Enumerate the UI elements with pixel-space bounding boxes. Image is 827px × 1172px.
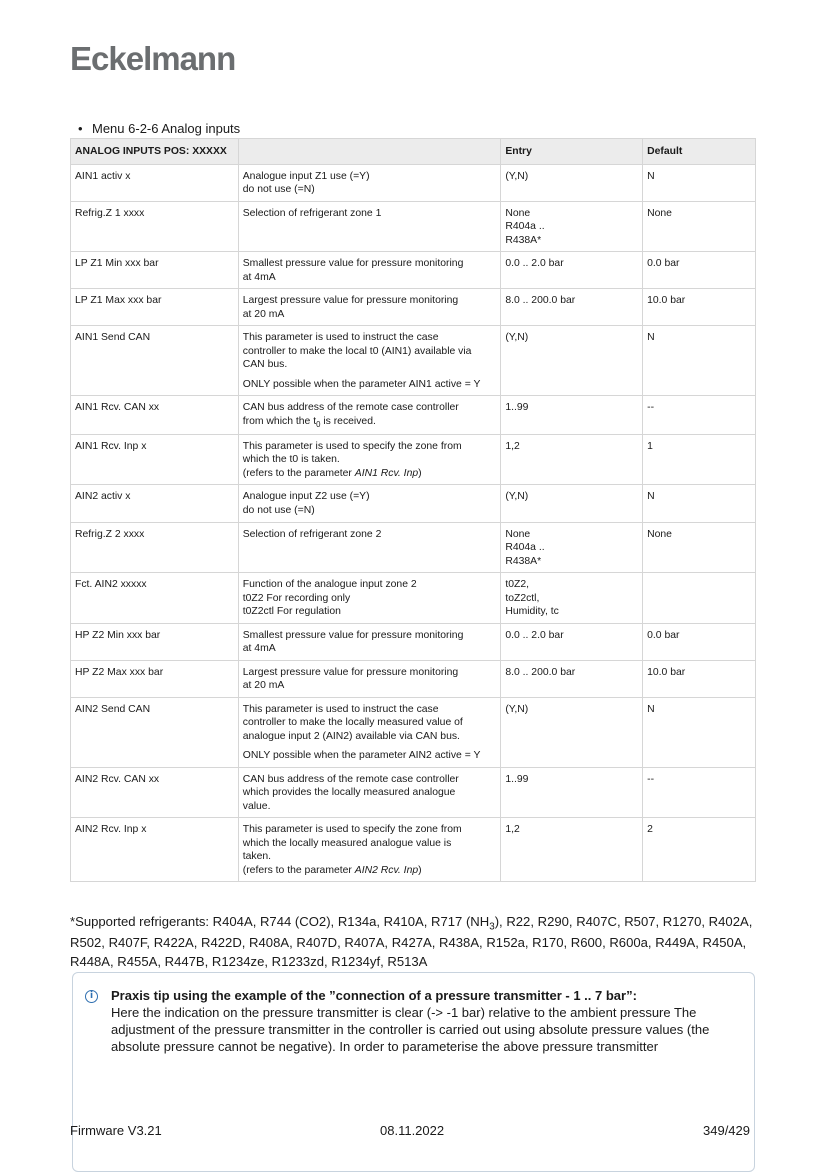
description-cell <box>238 396 501 435</box>
entry-line: 1..99 <box>505 402 529 414</box>
table-row <box>71 485 756 522</box>
default-cell: 10.0 bar <box>643 660 756 697</box>
entry-line: 1..99 <box>505 773 529 785</box>
analog-inputs-table <box>70 138 756 882</box>
supported-refrigerants-note <box>70 913 760 971</box>
entry-line: R404a .. <box>505 221 545 233</box>
entry-line: 8.0 .. 200.0 bar <box>505 295 576 307</box>
entry-line: 1,2 <box>505 440 520 452</box>
description-line: This parameter is used to specify the zone from <box>242 440 462 452</box>
description-cell <box>238 164 501 201</box>
description-cell <box>238 434 501 485</box>
entry-cell <box>501 522 643 573</box>
description-line: analogue input 2 (AIN2) available via CAN bus. <box>242 730 460 742</box>
entry-line: 0.0 .. 2.0 bar <box>505 258 564 270</box>
param-name-cell: AIN2 Rcv. Inp x <box>71 818 239 882</box>
header-description <box>238 139 501 165</box>
entry-cell <box>501 697 643 767</box>
description-line: at 20 mA <box>242 308 285 320</box>
entry-line: R438A* <box>505 555 542 567</box>
default-cell: None <box>643 201 756 252</box>
description-cell <box>238 326 501 396</box>
param-name-cell: Refrig.Z 2 xxxx <box>71 522 239 573</box>
description-cell <box>238 818 501 882</box>
description-line: Largest pressure value for pressure monitoring <box>242 666 459 678</box>
entry-cell <box>501 326 643 396</box>
table-row <box>71 396 756 435</box>
entry-line: Humidity, tc <box>505 606 559 618</box>
description-line: controller to make the local t0 (AIN1) available via <box>242 345 472 357</box>
entry-cell <box>501 396 643 435</box>
default-cell: 0.0 bar <box>643 623 756 660</box>
description-cell <box>238 201 501 252</box>
menu-title: Menu 6-2-6 Analog inputs <box>92 121 241 136</box>
entry-cell <box>501 573 643 624</box>
param-name-cell: HP Z2 Min xxx bar <box>71 623 239 660</box>
table-row <box>71 252 756 289</box>
param-name-cell: Fct. AIN2 xxxxx <box>71 573 239 624</box>
footer-firmware: Firmware V3.21 <box>70 1123 162 1138</box>
bullet-icon: • <box>78 121 83 136</box>
description-line: Smallest pressure value for pressure monitoring <box>242 629 464 641</box>
default-cell: N <box>643 326 756 396</box>
description-line: This parameter is used to specify the zone from <box>242 824 462 836</box>
param-name-cell: Refrig.Z 1 xxxx <box>71 201 239 252</box>
table-row <box>71 660 756 697</box>
default-cell: 0.0 bar <box>643 252 756 289</box>
description-line: controller to make the locally measured value of <box>242 717 463 729</box>
table-row <box>71 201 756 252</box>
description-line: Analogue input Z1 use (=Y) <box>242 170 370 182</box>
description-cell <box>238 289 501 326</box>
entry-line: t0Z2, <box>505 579 529 591</box>
entry-cell <box>501 767 643 818</box>
default-cell: -- <box>643 396 756 435</box>
entry-line: 0.0 .. 2.0 bar <box>505 629 564 641</box>
footer-date: 08.11.2022 <box>380 1123 445 1138</box>
param-name-cell: AIN2 Rcv. CAN xx <box>71 767 239 818</box>
description-line: Analogue input Z2 use (=Y) <box>242 491 370 503</box>
default-cell: N <box>643 485 756 522</box>
param-name-cell: AIN2 activ x <box>71 485 239 522</box>
description-line: CAN bus address of the remote case controller <box>242 773 459 785</box>
entry-line: toZ2ctl, <box>505 592 540 604</box>
tip-body: Here the indication on the pressure transmitter is clear (-> -1 bar) relative to the ambient pressure The adjustment of the pressure transmitter in the controller is carried out using absolute pressure values (the absolute pressure cannot be negative). In order to parameterise the above pressure transmitter <box>111 1005 710 1055</box>
entry-line: (Y,N) <box>505 170 529 182</box>
default-cell: N <box>643 697 756 767</box>
praxis-tip-box <box>72 972 755 1172</box>
description-cell <box>238 573 501 624</box>
description-line: which the locally measured analogue value is <box>242 837 452 849</box>
entry-cell <box>501 660 643 697</box>
footnote-text: *Supported refrigerants: R404A, R744 (CO2), R134a, R410A, R717 $(NH_3)$, R22, R290, R407C, R507, R1270, R402A, R502, R407F, R422A, R422D, R408A, R407D, R407A, R427A, R438A, R152a, R170, R600, R600a, R449A, R450A, R448A, R455A, R447B, R1234ze, R1233zd, R1234yf, R513A <box>70 914 753 969</box>
entry-line: (Y,N) <box>505 332 529 344</box>
description-cell <box>238 697 501 767</box>
description-line: at 4mA <box>242 271 276 283</box>
entry-cell <box>501 289 643 326</box>
default-cell: None <box>643 522 756 573</box>
param-name-cell: AIN1 Send CAN <box>71 326 239 396</box>
info-icon: i <box>85 990 98 1003</box>
description-line: Selection of refrigerant zone 1 <box>242 207 382 219</box>
entry-line: (Y,N) <box>505 491 529 503</box>
param-name-cell: HP Z2 Max xxx bar <box>71 660 239 697</box>
footer-page-number: 349/429 <box>703 1123 750 1138</box>
header-entry: Entry <box>501 139 643 165</box>
header-param: ANALOG INPUTS POS: XXXXX <box>71 139 239 165</box>
description-line: t0Z2 For recording only <box>242 592 351 604</box>
entry-line: None <box>505 207 531 219</box>
description-cell <box>238 623 501 660</box>
description-line: CAN bus address of the remote case controller <box>242 402 459 414</box>
description-line: (refers to the parameter AIN1 Rcv. Inp) <box>242 467 422 479</box>
description-line: Largest pressure value for pressure monitoring <box>242 295 459 307</box>
description-line: at 4mA <box>242 643 276 655</box>
param-name-cell: AIN1 Rcv. Inp x <box>71 434 239 485</box>
table-row <box>71 434 756 485</box>
entry-line: R438A* <box>505 234 542 246</box>
entry-cell <box>501 434 643 485</box>
menu-heading <box>78 121 240 136</box>
description-line: taken. <box>242 851 272 863</box>
tip-content <box>111 987 751 1056</box>
entry-line: 8.0 .. 200.0 bar <box>505 666 576 678</box>
description-line: which provides the locally measured analogue <box>242 787 456 799</box>
header-default: Default <box>643 139 756 165</box>
entry-cell <box>501 164 643 201</box>
default-cell <box>643 573 756 624</box>
entry-cell <box>501 818 643 882</box>
description-line: do not use (=N) <box>242 505 315 516</box>
entry-cell <box>501 201 643 252</box>
description-line: t0Z2ctl For regulation <box>242 606 341 618</box>
default-cell: 10.0 bar <box>643 289 756 326</box>
entry-line: 1,2 <box>505 824 520 836</box>
table-row <box>71 573 756 624</box>
entry-cell <box>501 485 643 522</box>
param-name-cell: AIN2 Send CAN <box>71 697 239 767</box>
table-header-row <box>71 139 756 165</box>
description-line: This parameter is used to instruct the case <box>242 703 439 715</box>
default-cell: 1 <box>643 434 756 485</box>
description-line: do not use (=N) <box>242 184 315 196</box>
description-line: This parameter is used to instruct the case <box>242 332 439 344</box>
description-line: CAN bus. <box>242 359 288 371</box>
param-name-cell: AIN1 activ x <box>71 164 239 201</box>
description-cell <box>238 767 501 818</box>
description-note: ONLY possible when the parameter AIN1 active = Y <box>242 378 481 390</box>
table-row <box>71 818 756 882</box>
table-row <box>71 164 756 201</box>
param-name-cell: LP Z1 Max xxx bar <box>71 289 239 326</box>
table-row <box>71 767 756 818</box>
entry-line: None <box>505 528 531 540</box>
table-row <box>71 326 756 396</box>
description-cell <box>238 485 501 522</box>
table-row <box>71 289 756 326</box>
table-row <box>71 522 756 573</box>
tip-title: Praxis tip using the example of the ”connection of a pressure transmitter - 1 .. 7 bar”: <box>111 988 637 1003</box>
description-line: Function of the analogue input zone 2 <box>242 579 417 591</box>
description-line: from which the $t_0$ is received. <box>242 415 376 429</box>
description-cell <box>238 252 501 289</box>
default-cell: -- <box>643 767 756 818</box>
description-line: Selection of refrigerant zone 2 <box>242 528 382 540</box>
brand-logo: Eckelmann <box>70 40 236 77</box>
table-row <box>71 697 756 767</box>
default-cell: N <box>643 164 756 201</box>
entry-cell <box>501 623 643 660</box>
description-line: value. <box>242 800 271 812</box>
entry-line: R404a .. <box>505 542 545 554</box>
entry-cell <box>501 252 643 289</box>
param-name-cell: AIN1 Rcv. CAN xx <box>71 396 239 435</box>
description-line: (refers to the parameter AIN2 Rcv. Inp) <box>242 864 422 876</box>
description-note: ONLY possible when the parameter AIN2 active = Y <box>242 750 481 762</box>
description-cell <box>238 522 501 573</box>
description-line: which the t0 is taken. <box>242 454 340 466</box>
description-cell <box>238 660 501 697</box>
description-line: Smallest pressure value for pressure monitoring <box>242 258 464 270</box>
default-cell: 2 <box>643 818 756 882</box>
table-row <box>71 623 756 660</box>
param-name-cell: LP Z1 Min xxx bar <box>71 252 239 289</box>
entry-line: (Y,N) <box>505 703 529 715</box>
description-line: at 20 mA <box>242 680 285 692</box>
